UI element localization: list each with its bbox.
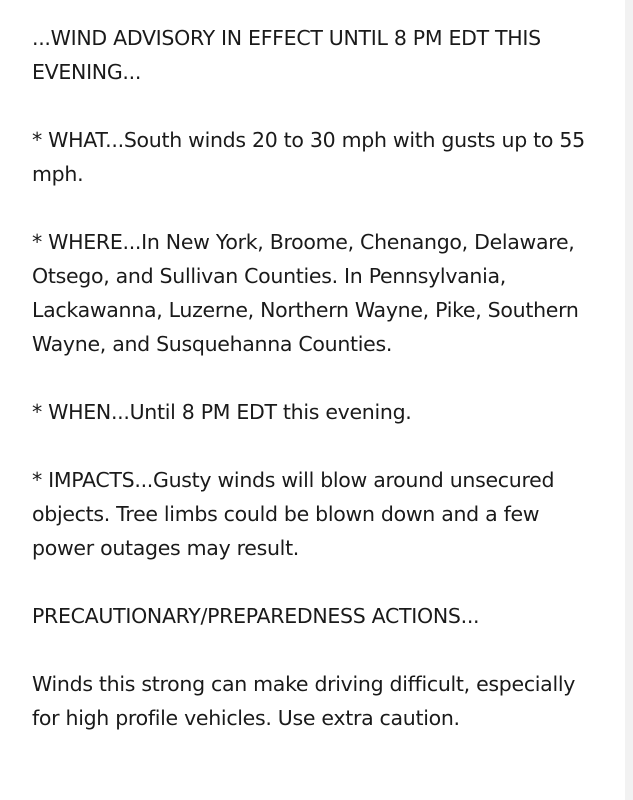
advisory-where: * WHERE...In New York, Broome, Chenango, Delaware, Otsego, and Sullivan Counties. In Pennsylvania, Lackawanna, Luzerne, Northern Wayne, Pike, Southern Wayne, and Susquehanna Counties. bbox=[32, 230, 579, 356]
advisory-impacts: * IMPACTS...Gusty winds will blow around unsecured objects. Tree limbs could be blown down and a few power outages may result. bbox=[32, 468, 555, 560]
precautions-heading: PRECAUTIONARY/PREPAREDNESS ACTIONS... bbox=[32, 604, 480, 628]
scrollbar-track[interactable] bbox=[625, 0, 633, 800]
advisory-headline: ...WIND ADVISORY IN EFFECT UNTIL 8 PM EDT THIS EVENING... bbox=[32, 26, 541, 84]
advisory-text-block bbox=[32, 21, 594, 769]
advisory-what: * WHAT...South winds 20 to 30 mph with gusts up to 55 mph. bbox=[32, 128, 585, 186]
advisory-when: * WHEN...Until 8 PM EDT this evening. bbox=[32, 400, 412, 424]
precautions-text: Winds this strong can make driving difficult, especially for high profile vehicles. Use extra caution. bbox=[32, 672, 576, 730]
